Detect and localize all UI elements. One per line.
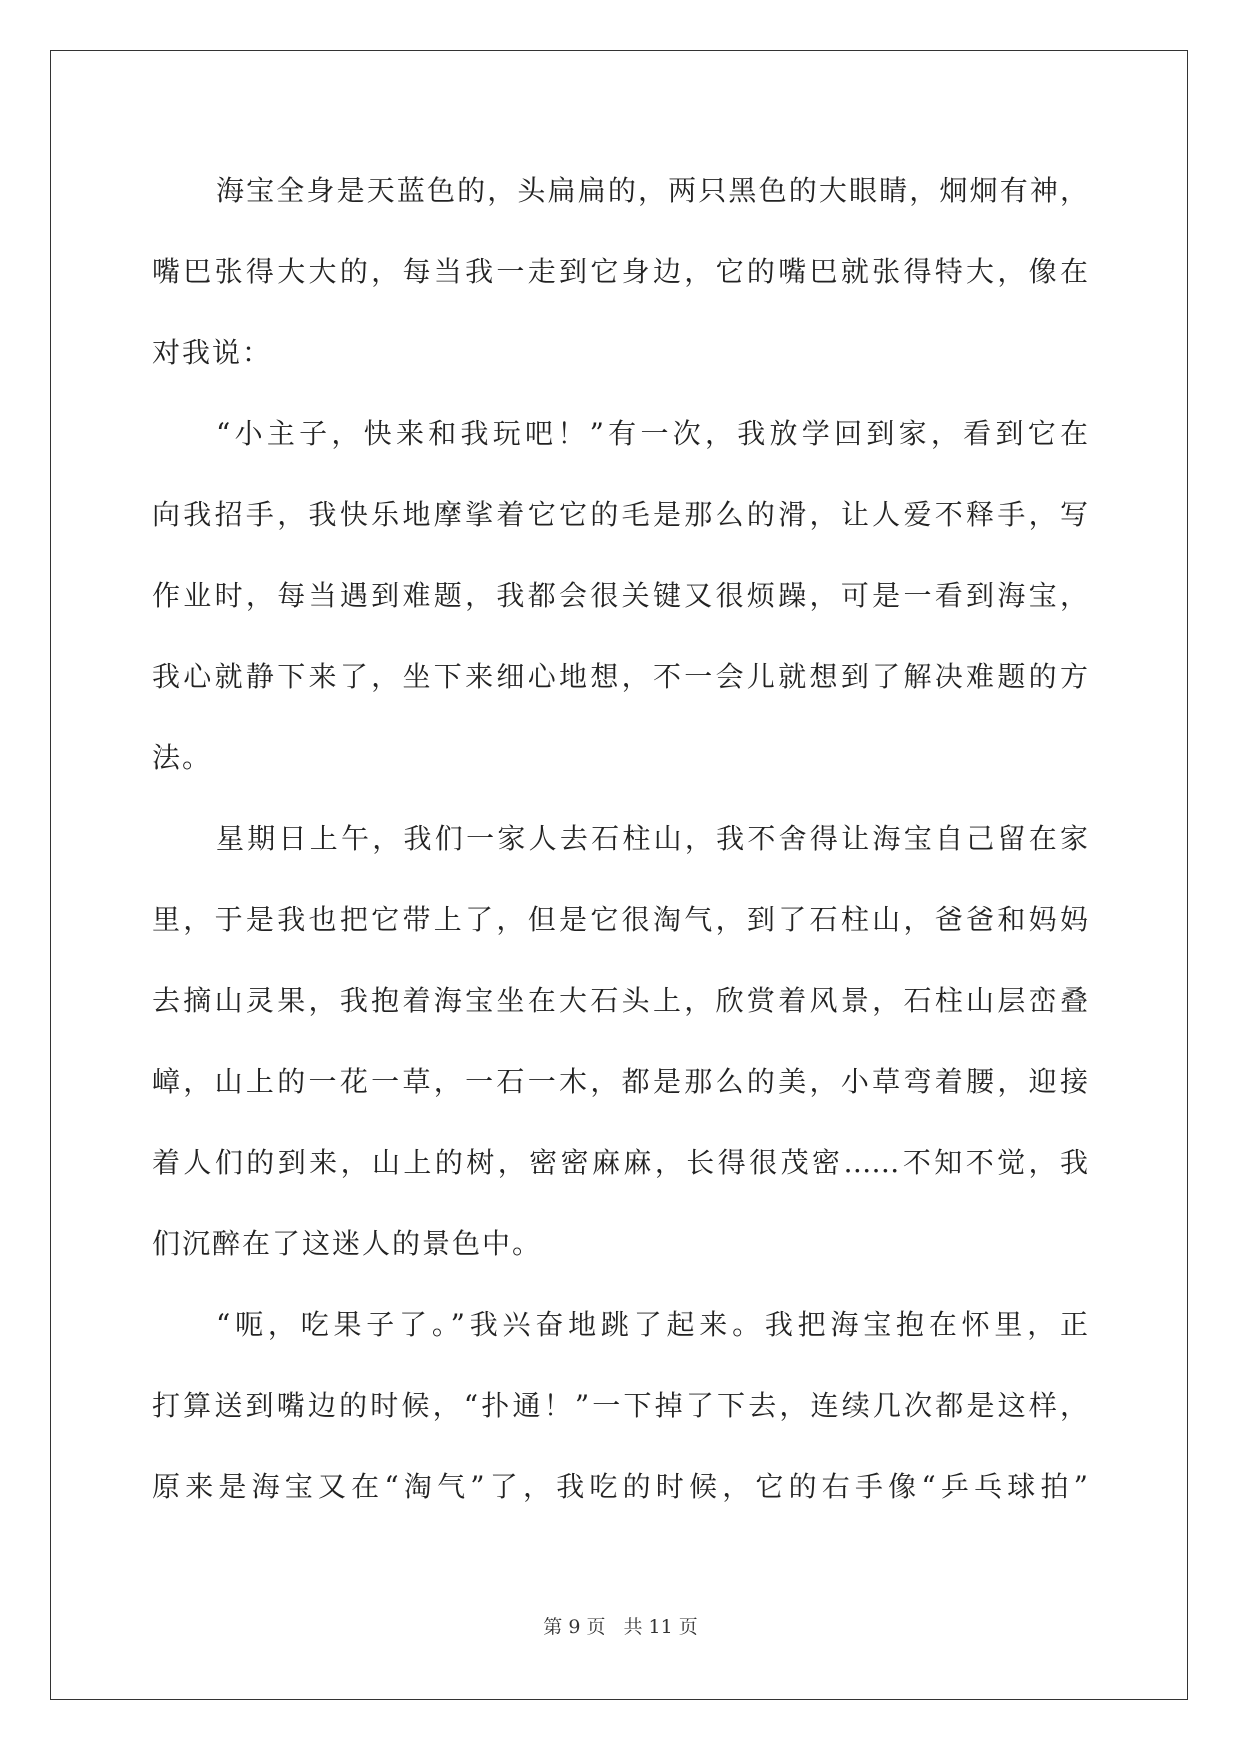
text-line: 去摘山灵果，我抱着海宝坐在大石头上，欣赏着风景，石柱山层峦叠 (152, 984, 1088, 1017)
text-line: 原来是海宝又在“淘气”了，我吃的时候，它的右手像“乒乓球拍” (152, 1470, 1088, 1503)
page-footer (0, 1612, 1241, 1639)
text-line: 着人们的到来，山上的树，密密麻麻，长得很茂密……不知不觉，我 (152, 1146, 1088, 1179)
document-body (152, 162, 1088, 1539)
page-number: 第 9 页 (543, 1616, 606, 1638)
text-line: 们沉醉在了这迷人的景色中。 (152, 1227, 543, 1260)
text-line: 我心就静下来了，坐下来细心地想，不一会儿就想到了解决难题的方 (152, 660, 1088, 693)
page-total: 共 11 页 (623, 1616, 698, 1638)
text-line: 打算送到嘴边的时候，“扑通！”一下掉了下去，连续几次都是这样， (152, 1389, 1088, 1422)
text-line: 里，于是我也把它带上了，但是它很淘气，到了石柱山，爸爸和妈妈 (152, 903, 1088, 936)
text-line: 海宝全身是天蓝色的，头扁扁的，两只黑色的大眼睛，炯炯有神， (216, 174, 1088, 207)
text-line: “小主子，快来和我玩吧！”有一次，我放学回到家，看到它在 (216, 417, 1088, 450)
text-line: 嘴巴张得大大的，每当我一走到它身边，它的嘴巴就张得特大，像在 (152, 255, 1088, 288)
text-line: 向我招手，我快乐地摩挲着它它的毛是那么的滑，让人爱不释手，写 (152, 498, 1088, 531)
text-line: 嶂，山上的一花一草，一石一木，都是那么的美，小草弯着腰，迎接 (152, 1065, 1088, 1098)
text-line: 对我说： (152, 336, 273, 369)
text-line: 作业时，每当遇到难题，我都会很关键又很烦躁，可是一看到海宝， (152, 579, 1088, 612)
text-line: 法。 (152, 741, 213, 774)
text-line: “呃，吃果子了。”我兴奋地跳了起来。我把海宝抱在怀里，正 (216, 1308, 1088, 1341)
text-line: 星期日上午，我们一家人去石柱山，我不舍得让海宝自己留在家 (216, 822, 1088, 855)
